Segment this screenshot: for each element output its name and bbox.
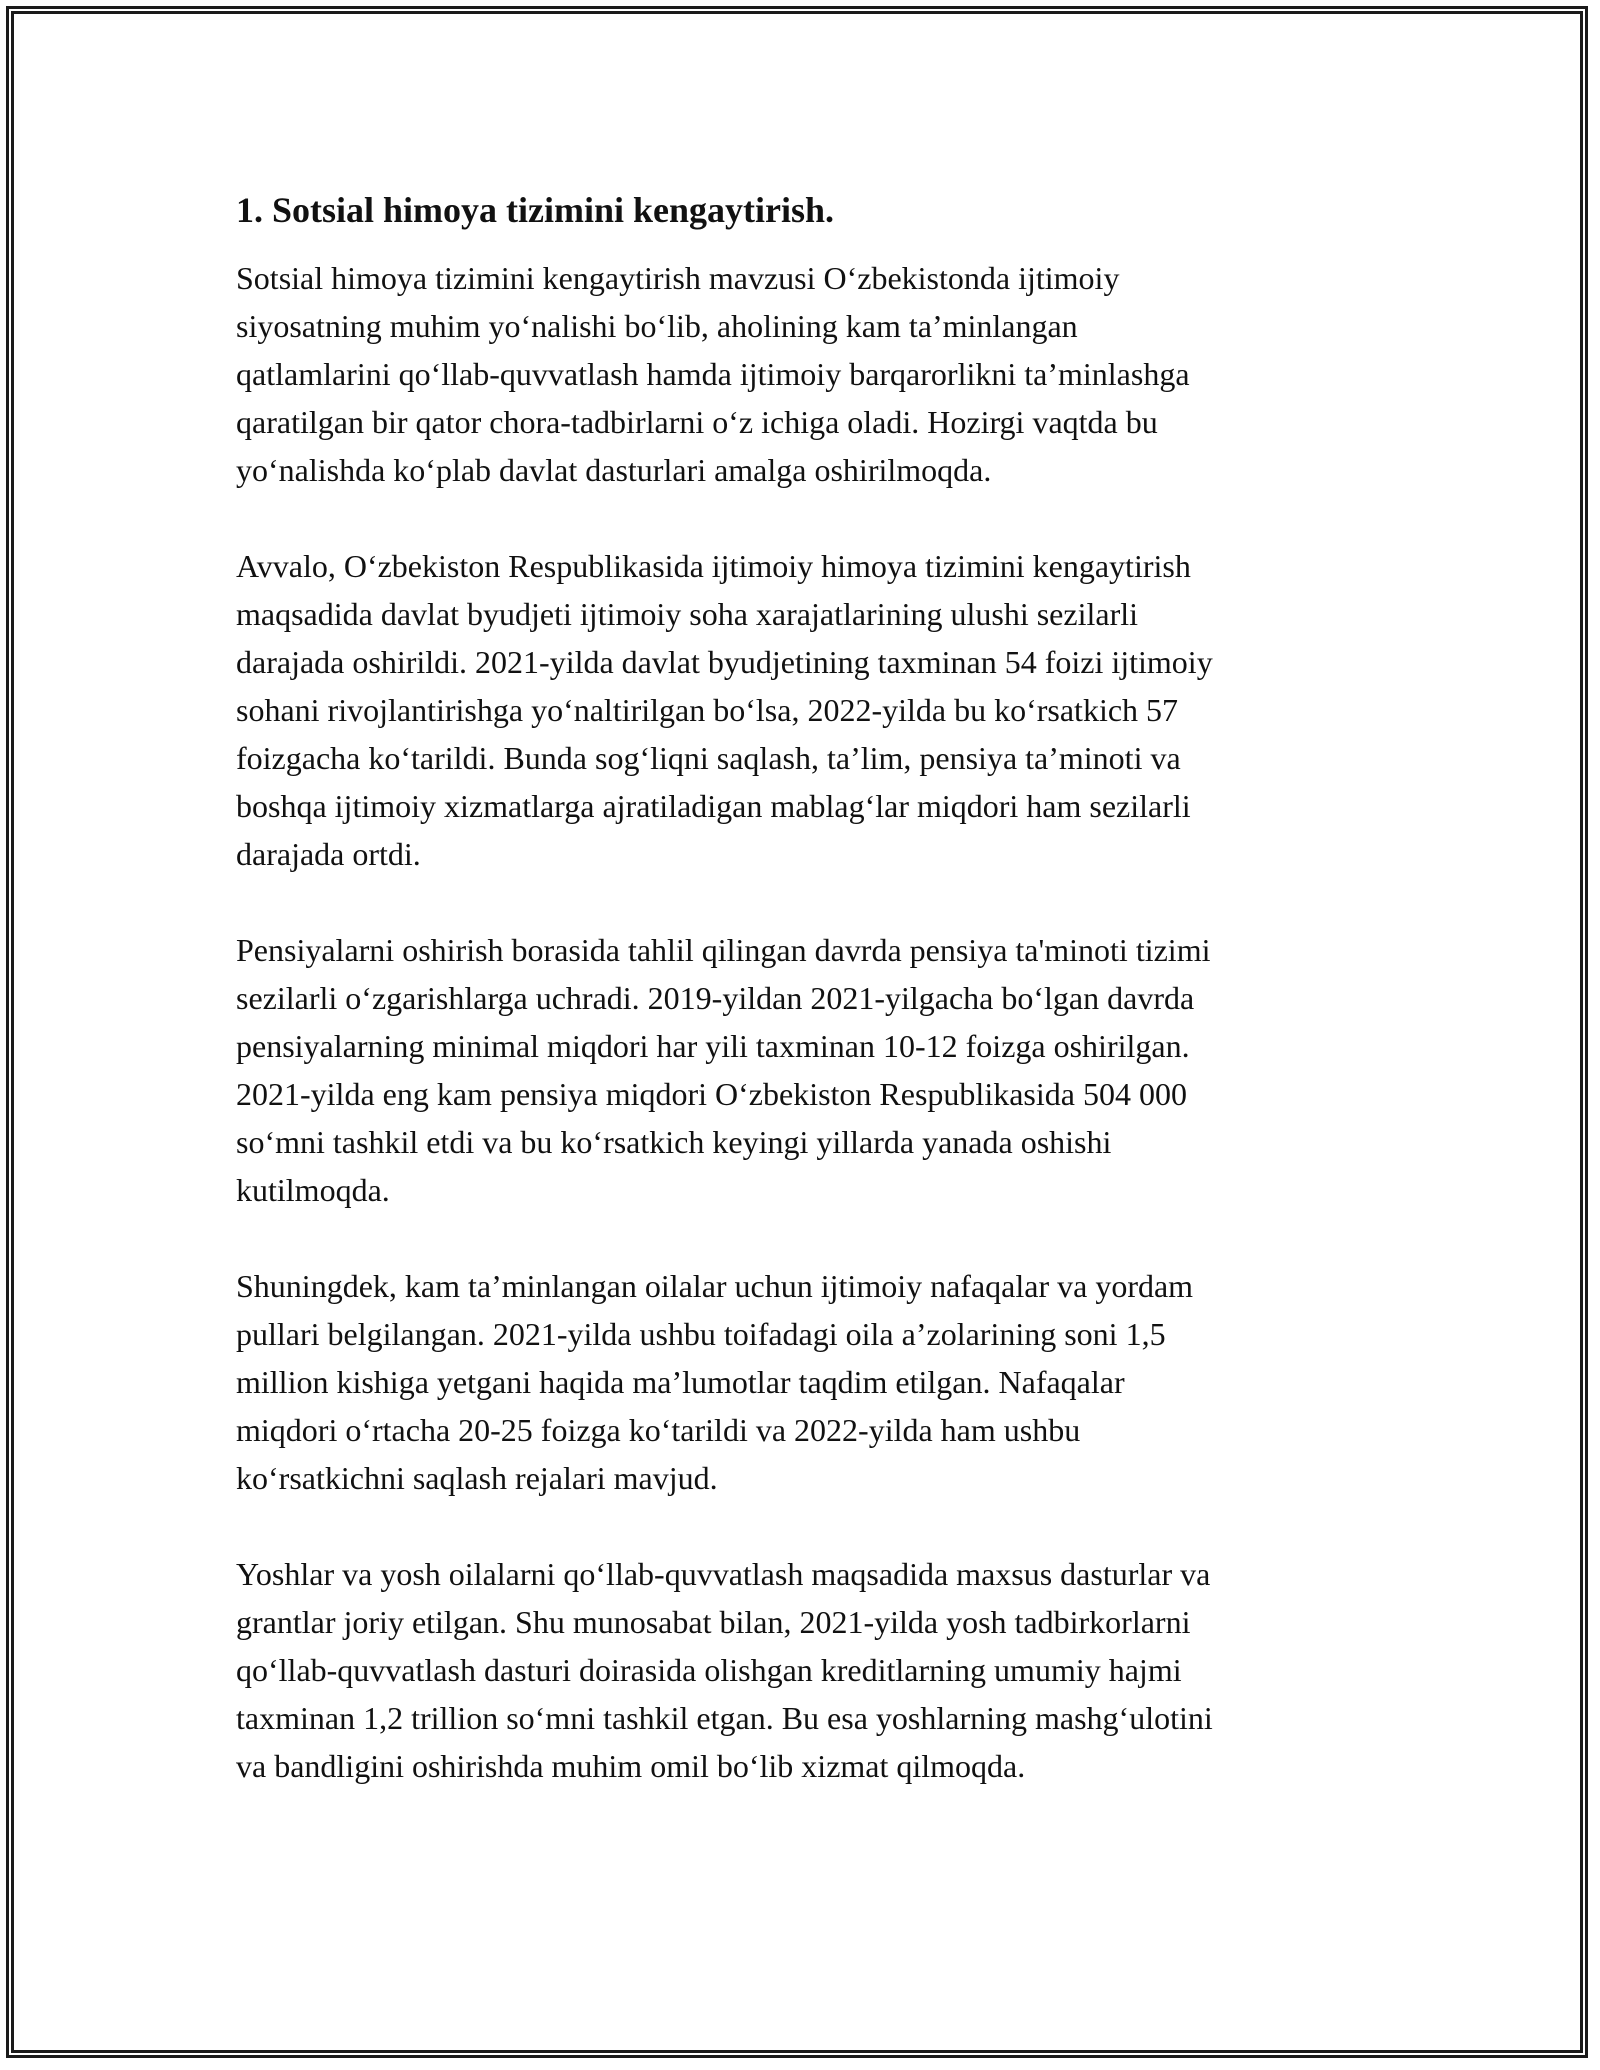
- paragraph-youth-support: Yoshlar va yosh oilalarni qo‘llab-quvvatlash maqsadida maxsus dasturlar va grantlar joriy etilgan. Shu munosabat bilan, 2021-yilda yosh tadbirkorlarni qo‘llab-quvvatlash dasturi doirasida olishgan kreditlarning umumiy hajmi taxminan 1,2 trillion so‘mni tashkil etgan. Bu esa yoshlarning mashg‘ulotini va bandligini oshirishda muhim omil bo‘lib xizmat qilmoqda.: [236, 1556, 1213, 1784]
- paragraph-family-benefits: Shuningdek, kam ta’minlangan oilalar uchun ijtimoiy nafaqalar va yordam pullari belgilangan. 2021-yilda ushbu toifadagi oila a’zolarining soni 1,5 million kishiga yetgani haqida ma’lumotlar taqdim etilgan. Nafaqalar miqdori o‘rtacha 20-25 foizga ko‘tarildi va 2022-yilda ham ushbu ko‘rsatkichni saqlash rejalari mavjud.: [236, 1268, 1194, 1496]
- paragraph-budget: Avvalo, O‘zbekiston Respublikasida ijtimoiy himoya tizimini kengaytirish maqsadida davlat byudjeti ijtimoiy soha xarajatlarining ulushi sezilarli darajada oshirildi. 2021-yilda davlat byudjetining taxminan 54 foizi ijtimoiy sohani rivojlantirishga yo‘naltirilgan bo‘lsa, 2022-yilda bu ko‘rsatkich 57 foizgacha ko‘tarildi. Bunda sog‘liqni saqlash, ta’lim, pensiya ta’minoti va boshqa ijtimoiy xizmatlarga ajratiladigan mablag‘lar miqdori ham sezilarli darajada ortdi.: [236, 548, 1213, 872]
- paragraph-intro: Sotsial himoya tizimini kengaytirish mavzusi O‘zbekistonda ijtimoiy siyosatning muhim yo‘nalishi bo‘lib, aholining kam ta’minlangan qatlamlarini qo‘llab-quvvatlash hamda ijtimoiy barqarorlikni ta’minlashga qaratilgan bir qator chora-tadbirlarni o‘z ichiga oladi. Hozirgi vaqtda bu yo‘nalishda ko‘plab davlat dasturlari amalga oshirilmoqda.: [236, 260, 1190, 488]
- document-body: [236, 186, 1376, 1838]
- section-heading: 1. Sotsial himoya tizimini kengaytirish.: [236, 190, 835, 230]
- paragraph-pensions: Pensiyalarni oshirish borasida tahlil qilingan davrda pensiya ta'minoti tizimi sezilarli o‘zgarishlarga uchradi. 2019-yildan 2021-yilgacha bo‘lgan davrda pensiyalarning minimal miqdori har yili taxminan 10-12 foizga oshirilgan. 2021-yilda eng kam pensiya miqdori O‘zbekiston Respublikasida 504 000 so‘mni tashkil etdi va bu ko‘rsatkich keyingi yillarda yanada oshishi kutilmoqda.: [236, 932, 1211, 1208]
